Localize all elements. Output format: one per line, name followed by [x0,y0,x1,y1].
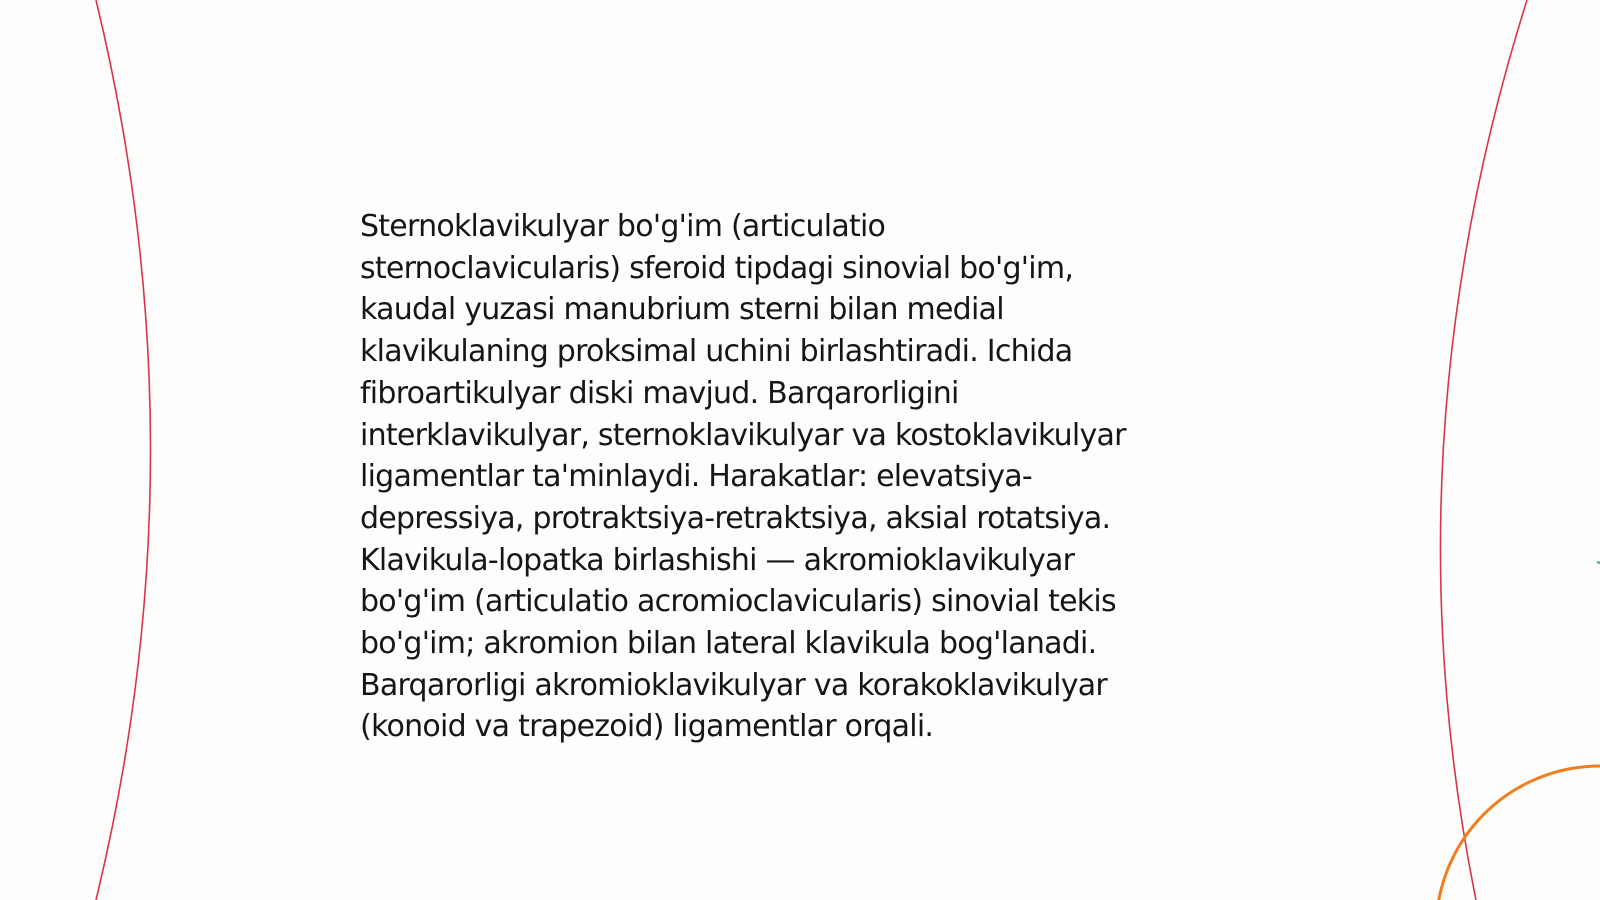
body-text [360,206,1240,748]
body-line: kaudal yuzasi manubrium sterni bilan medial [360,292,1004,328]
body-line: klavikulaning proksimal uchini birlashtiradi. Ichida [360,334,1073,370]
body-line: Klavikula-lopatka birlashishi — akromioklavikulyar [360,542,1075,578]
body-line: bo'g'im (articulatio acromioclavicularis) sinovial tekis [360,584,1116,620]
body-line: Barqarorligi akromioklavikulyar va korakoklavikulyar [360,667,1107,703]
body-line: (konoid va trapezoid) ligamentlar orqali. [360,709,934,745]
body-line: depressiya, protraktsiya-retraktsiya, aksial rotatsiya. [360,500,1111,536]
body-line: fibroartikulyar diski mavjud. Barqarorligini [360,375,959,411]
body-line: ligamentlar ta'minlaydi. Harakatlar: elevatsiya- [360,459,1032,495]
body-line: Sternoklavikulyar bo'g'im (articulatio [360,209,886,244]
orange-arc [1436,766,1600,900]
left-curve-line [96,0,151,900]
body-line: bo'g'im; akromion bilan lateral klavikula bog'lanadi. [360,626,1097,662]
body-line: interklavikulyar, sternoklavikulyar va kostoklavikulyar [360,417,1126,453]
body-line: sternoclavicularis) sferoid tipdagi sinovial bo'g'im, [360,250,1074,286]
right-curve-line [1440,0,1527,900]
